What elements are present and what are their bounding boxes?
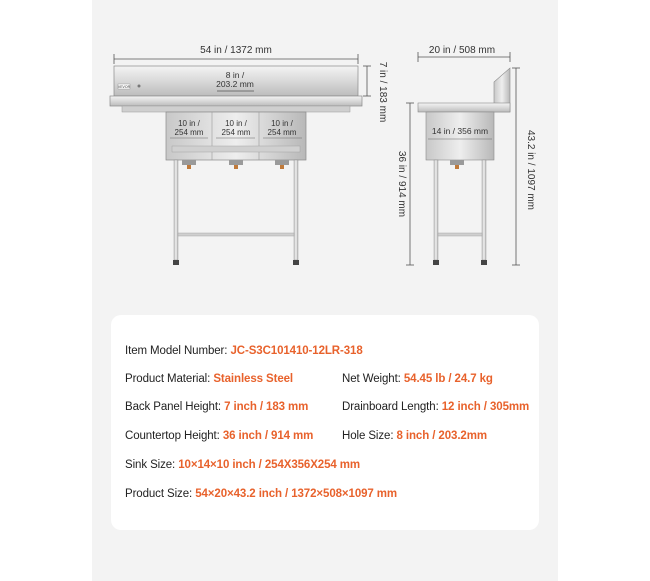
- brand-label: VEVOR: [117, 85, 131, 89]
- side-width-dimension: [418, 45, 510, 62]
- bowl-dimension-labels: [170, 119, 302, 138]
- spec-back-panel-height: Back Panel Height: 7 inch / 183 mm: [125, 401, 309, 413]
- bowl-2-in: 10 in /: [225, 119, 247, 128]
- sink-dimension-diagram: [92, 0, 558, 300]
- drainboards: [122, 106, 350, 112]
- side-countertop: [418, 103, 510, 112]
- hole-marker: [138, 85, 141, 88]
- total-height-dimension: [512, 68, 536, 265]
- bowl-1-mm: 254 mm: [174, 128, 204, 137]
- bowl-depth-label: 14 in / 356 mm: [431, 126, 489, 136]
- front-width-dimension: [114, 45, 358, 64]
- side-width-label: 20 in / 508 mm: [428, 45, 496, 56]
- countertop: [110, 96, 362, 106]
- spec-drainboard-length: Drainboard Length: 12 inch / 305mm: [342, 401, 530, 413]
- spec-model: Item Model Number: JC-S3C101410-12LR-318: [125, 345, 363, 357]
- front-width-label: 54 in / 1372 mm: [200, 45, 272, 56]
- spec-hole-size: Hole Size: 8 inch / 203.2mm: [342, 430, 487, 442]
- side-legs: [433, 160, 487, 265]
- back-panel-height-label: 7 in / 183 mm: [377, 61, 388, 123]
- hole-in-label: 8 in /: [225, 70, 245, 80]
- spec-net-weight: Net Weight: 54.45 lb / 24.7 kg: [342, 373, 493, 385]
- spec-material: Product Material: Stainless Steel: [125, 373, 294, 385]
- back-panel-height-dimension: [363, 62, 388, 123]
- total-height-label: 43.2 in / 1097 mm: [525, 129, 536, 211]
- spec-countertop-height: Countertop Height: 36 inch / 914 mm: [125, 430, 314, 442]
- drains: [182, 160, 289, 169]
- bowl-2-mm: 254 mm: [221, 128, 251, 137]
- hole-mm-label: 203.2 mm: [216, 79, 254, 89]
- bowl-1-in: 10 in /: [178, 119, 200, 128]
- counter-height-label: 36 in / 914 mm: [396, 150, 407, 218]
- front-legs: [173, 160, 299, 265]
- spec-card: [111, 315, 539, 530]
- side-bowl: [426, 112, 494, 160]
- bowl-3-in: 10 in /: [271, 119, 293, 128]
- spec-sink-size: Sink Size: 10×14×10 inch / 254X356X254 mm: [125, 459, 361, 471]
- side-drain: [450, 160, 464, 165]
- counter-height-dimension: [396, 103, 414, 265]
- spec-product-size: Product Size: 54×20×43.2 inch / 1372×508×1097 mm: [125, 488, 398, 500]
- bowl-3-mm: 254 mm: [267, 128, 297, 137]
